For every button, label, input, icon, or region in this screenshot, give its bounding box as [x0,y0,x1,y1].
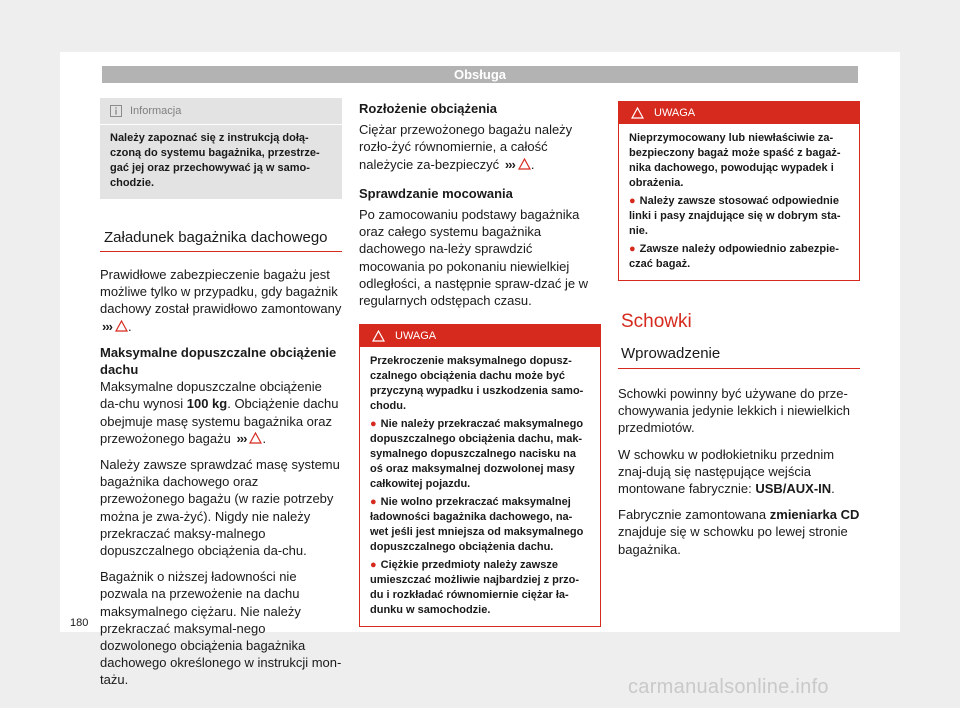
warning-triangle-icon[interactable] [518,158,531,170]
cross-reference-arrows[interactable]: ››› [102,318,112,334]
cross-reference-arrows[interactable]: ››› [236,430,247,446]
paragraph-lower-capacity: Bagażnik o niższej ładowności nie pozwala na przewożenie na dachu maksymalnego ciężaru. Nie należy przekraczać maksymal-nego dozwolonego obciążenia bagażnika dachowego określonego w instrukcji mon-tażu. [100,569,342,688]
warning-intro: Przekroczenie maksymalnego dopusz-czalnego obciążenia dachu może być przyczyną wypadku i uszkodzenia samo-chodu. [370,355,584,413]
warning-body [360,347,600,626]
warning-intro: Nieprzymocowany lub niewłaściwie za-bezpieczony bagaż może spaść z bagaż-nika dachowego, powodując wypadek i obrażenia. [629,132,841,189]
running-header: Obsługa [102,66,858,83]
paragraph-load-distribution-text: Ciężar przewożonego bagażu należy rozło-żyć równomiernie, a całość należycie za-bezpieczyć [359,122,573,172]
info-icon [110,105,122,117]
warning-label: UWAGA [654,107,696,119]
page-number: 180 [70,617,89,629]
cross-reference-arrows[interactable]: ››› [504,156,515,172]
warning-label: UWAGA [395,330,437,343]
bullet-icon: ● [629,195,636,207]
paragraph-cd-changer-text: Fabrycznie zamontowana [618,507,767,523]
usb-aux-label: USB/AUX-IN [755,481,832,497]
warning-box-header [360,325,600,347]
paragraph-storage-use: Schowki powinny być używane do prze-chowywania jedynie lekkich i niewielkich przedmiotów. [618,386,850,436]
bullet-icon: ● [629,243,636,255]
bullet-icon: ● [370,418,377,431]
section-title-roof-rack: Załadunek bagażnika dachowego [100,229,342,252]
paragraph-cd-changer-text-2: znajduje się w schowku po lewej stronie bagażnika. [618,524,848,557]
warning-item-text: Nie należy przekraczać maksymalnego dopuszczalnego obciążenia dachu, mak-symalnego dopuszczalnego nacisku na oś oraz maksymalnej dozwolonej masy całkowitej pojazdu. [370,418,584,491]
cd-changer-label: zmieniarka CD [769,507,860,523]
column-left [100,98,342,698]
warning-item [370,558,590,618]
paragraph-mounting: Prawidłowe zabezpieczenie bagażu jest możliwe tylko w przypadku, gdy bagażnik dachowy został prawidłowo zamontowany ››› . [100,267,342,334]
warning-box-header [619,102,859,124]
warning-box-overload [359,324,601,627]
info-text: Należy zapoznać się z instrukcją dołą-czoną do systemu bagażnika, przestrze-gać jej oraz przechowywać ją w samo-chodzie. [110,132,320,189]
warning-item-text: Nie wolno przekraczać maksymalnej ładowności bagażnika dachowego, na-wet jeśli jest mniejsza od maksymalnego dopuszczalnego obciążenia dachu. [370,496,584,554]
info-label: Informacja [130,105,182,117]
paragraph-armrest-inputs-text: W schowku w podłokietniku przednim znaj-dują się następujące wejścia montowane fabrycznie: [618,446,835,497]
warning-triangle-icon[interactable] [249,432,262,444]
warning-item [370,495,590,555]
column-middle [359,98,601,627]
paragraph-end-punct: . [831,481,835,497]
paragraph-load-distribution: Ciężar przewożonego bagażu należy rozło-żyć równomiernie, a całość należycie za-bezpieczyć ››› . [359,122,573,172]
warning-item [370,417,590,492]
paragraph-check-fastening: Po zamocowaniu podstawy bagażnika oraz całego systemu bagażnika dachowego na-leży sprawdzić mocowania po pokonaniu niewielkiej odległości, a następnie spraw-dzać je w regularnych odstępach czasu. [359,207,589,309]
subheading-check-fastening: Sprawdzanie mocowania [359,185,513,201]
bullet-icon: ● [370,559,377,572]
warning-item [629,242,849,272]
info-box [100,98,342,199]
chapter-title: Schowki [621,311,692,332]
subheading-max-load: Maksymalne dopuszczalne obciążenie dachu [100,344,337,378]
paragraph-check-weight: Należy zawsze sprawdzać masę systemu bagażnika dachowego oraz przewożonego bagażu (w razie potrzeby można je zwa-żyć). Nigdy nie należy przekraczać maksy-malnego dopuszczalnego obciążenia da-chu. [100,457,340,559]
warning-triangle-icon[interactable] [115,320,128,332]
column-right [618,98,860,567]
warning-body [619,124,859,280]
paragraph-max-load-text: Maksymalne dopuszczalne obciążenie da-chu wynosi [100,379,322,412]
paragraph-mounting-text: Prawidłowe zabezpieczenie bagażu jest możliwe tylko w przypadku, gdy bagażnik dachowy został prawidłowo zamontowany [100,267,342,317]
section-title-introduction: Wprowadzenie [618,345,860,369]
max-load-value: 100 kg [186,396,228,412]
paragraph-armrest-inputs [618,446,860,498]
paragraph-max-load-text-2: . Obciążenie dachu obejmuje masę systemu bagażnika oraz przewożonego bagażu [100,396,339,446]
warning-item-text: Zawsze należy odpowiednio zabezpie-czać bagaż. [629,243,839,270]
warning-triangle-icon [631,107,644,119]
warning-item-text: Ciężkie przedmioty należy zawsze umieszczać możliwie najbardziej z przo-du i rozkładać równomiernie ciężar ła-dunku w samochodzie. [370,559,580,617]
warning-item [629,194,849,239]
bullet-icon: ● [370,496,377,509]
warning-triangle-icon [372,330,385,342]
info-box-header [100,98,342,125]
warning-item-text: Należy zawsze stosować odpowiednie linki i pasy znajdujące się w dobrym sta-nie. [629,195,841,237]
paragraph-cd-changer [618,506,860,558]
paragraph-max-load: Maksymalne dopuszczalne obciążenie da-chu wynosi 100 kg. Obciążenie dachu obejmuje masę systemu bagażnika oraz przewożonego bagażu ››› . [100,379,339,446]
subheading-load-distribution: Rozłożenie obciążenia [359,101,497,116]
warning-box-unsecured-luggage [618,101,860,281]
watermark: carmanualsonline.info [628,676,829,698]
